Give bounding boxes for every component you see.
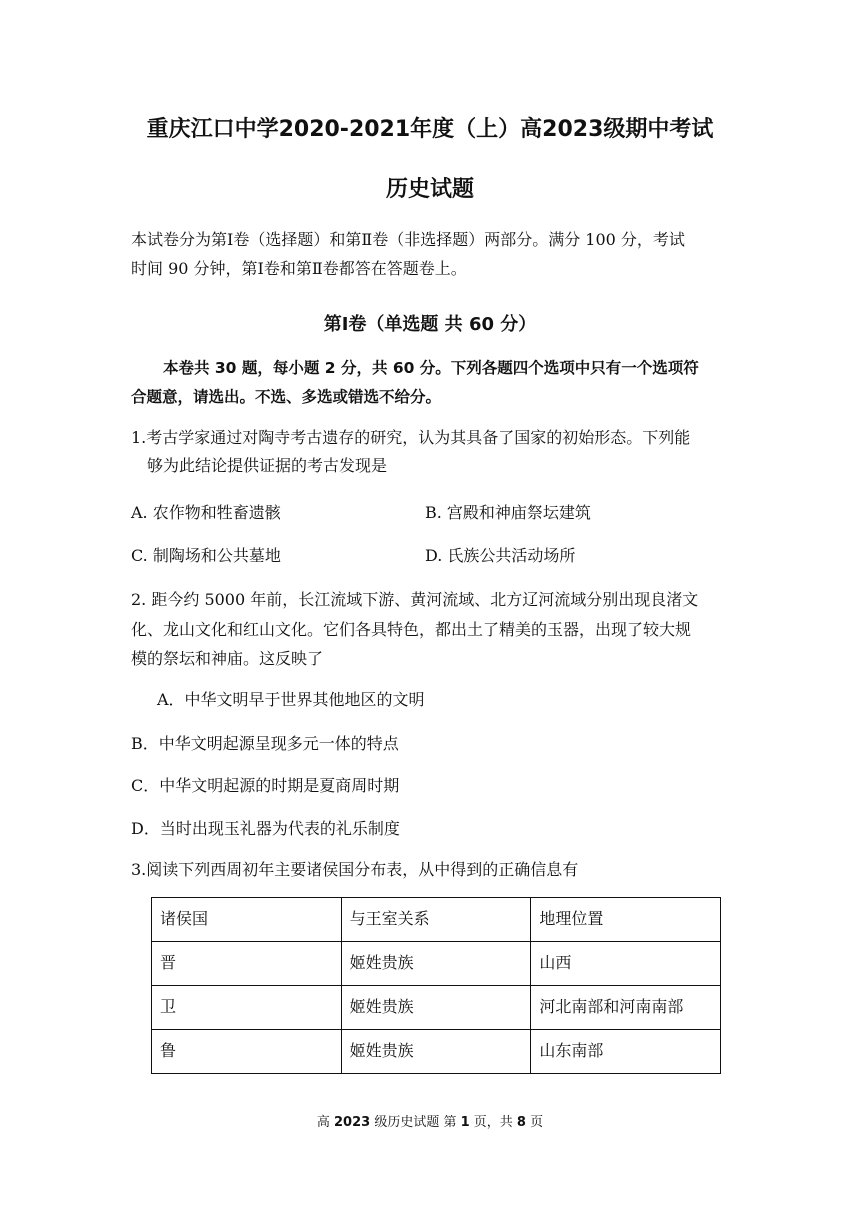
table-cell: 山东南部: [531, 1030, 721, 1074]
section-instruction-line-2: 合题意，请选出。不选、多选或错选不给分。: [131, 388, 442, 406]
footer-grade: 2023: [334, 1115, 371, 1130]
table-header-row: [152, 898, 721, 942]
question-1-option-a: A. 农作物和牲畜遗骸: [131, 503, 281, 522]
intro-line-1: 本试卷分为第Ⅰ卷（选择题）和第Ⅱ卷（非选择题）两部分。满分 100 分，考试: [131, 230, 685, 249]
table-cell: 河北南部和河南南部: [531, 986, 721, 1030]
section-title: 第Ⅰ卷（单选题 共 60 分）: [323, 314, 537, 335]
question-2-option-b: B．中华文明起源呈现多元一体的特点: [131, 734, 399, 753]
table-row: [152, 1030, 721, 1074]
table-row: [152, 986, 721, 1030]
question-2-stem-line-2: 化、龙山文化和红山文化。它们各具特色，都出土了精美的玉器，出现了较大规: [131, 620, 692, 639]
footer-suffix: 页: [525, 1115, 544, 1130]
section-instruction-line-1: 本卷共 30 题，每小题 2 分，共 60 分。下列各题四个选项中只有一个选项符: [163, 359, 699, 377]
page-subtitle: 历史试题: [385, 177, 474, 202]
footer-mid: 级历史试题 第: [370, 1115, 461, 1130]
intro-line-2: 时间 90 分钟，第Ⅰ卷和第Ⅱ卷都答在答题卷上。: [131, 259, 467, 278]
footer-page-number: 1: [460, 1115, 470, 1130]
table-header-cell: 与王室关系: [341, 898, 531, 942]
footer-prefix: 高: [316, 1115, 335, 1130]
footer-total-pages: 8: [516, 1115, 526, 1130]
page-footer: [0, 1111, 860, 1130]
table-cell: 鲁: [152, 1030, 342, 1074]
question-3-stem-line-1: 3.阅读下列西周初年主要诸侯国分布表，从中得到的正确信息有: [131, 860, 579, 879]
vassal-states-table: [151, 897, 721, 1074]
question-1-option-d: D. 氏族公共活动场所: [425, 546, 576, 565]
question-2-stem-line-3: 模的祭坛和神庙。这反映了: [131, 649, 324, 668]
question-1-stem-line-1: 1.考古学家通过对陶寺考古遗存的研究，认为其具备了国家的初始形态。下列能: [131, 428, 691, 447]
table-cell: 卫: [152, 986, 342, 1030]
table-header-cell: 地理位置: [531, 898, 721, 942]
question-2-option-a: A．中华文明早于世界其他地区的文明: [157, 690, 425, 709]
table-cell: 晋: [152, 942, 342, 986]
table-cell: 姬姓贵族: [341, 986, 531, 1030]
footer-mid2: 页，共: [469, 1115, 517, 1130]
question-1-stem-line-2: 够为此结论提供证据的考古发现是: [147, 456, 388, 475]
table-cell: 姬姓贵族: [341, 1030, 531, 1074]
question-1-option-c: C. 制陶场和公共墓地: [131, 546, 281, 565]
page-title: 重庆江口中学2020-2021年度（上）高2023级期中考试: [146, 117, 714, 142]
table-cell: 山西: [531, 942, 721, 986]
table-header-cell: 诸侯国: [152, 898, 342, 942]
question-2-option-d: D．当时出现玉礼器为代表的礼乐制度: [131, 819, 400, 838]
question-1-option-b: B. 宫殿和神庙祭坛建筑: [425, 503, 591, 522]
table-row: [152, 942, 721, 986]
question-2-stem-line-1: 2. 距今约 5000 年前，长江流域下游、黄河流域、北方辽河流域分别出现良渚文: [131, 590, 699, 609]
question-2-option-c: C．中华文明起源的时期是夏商周时期: [131, 776, 400, 795]
table-cell: 姬姓贵族: [341, 942, 531, 986]
